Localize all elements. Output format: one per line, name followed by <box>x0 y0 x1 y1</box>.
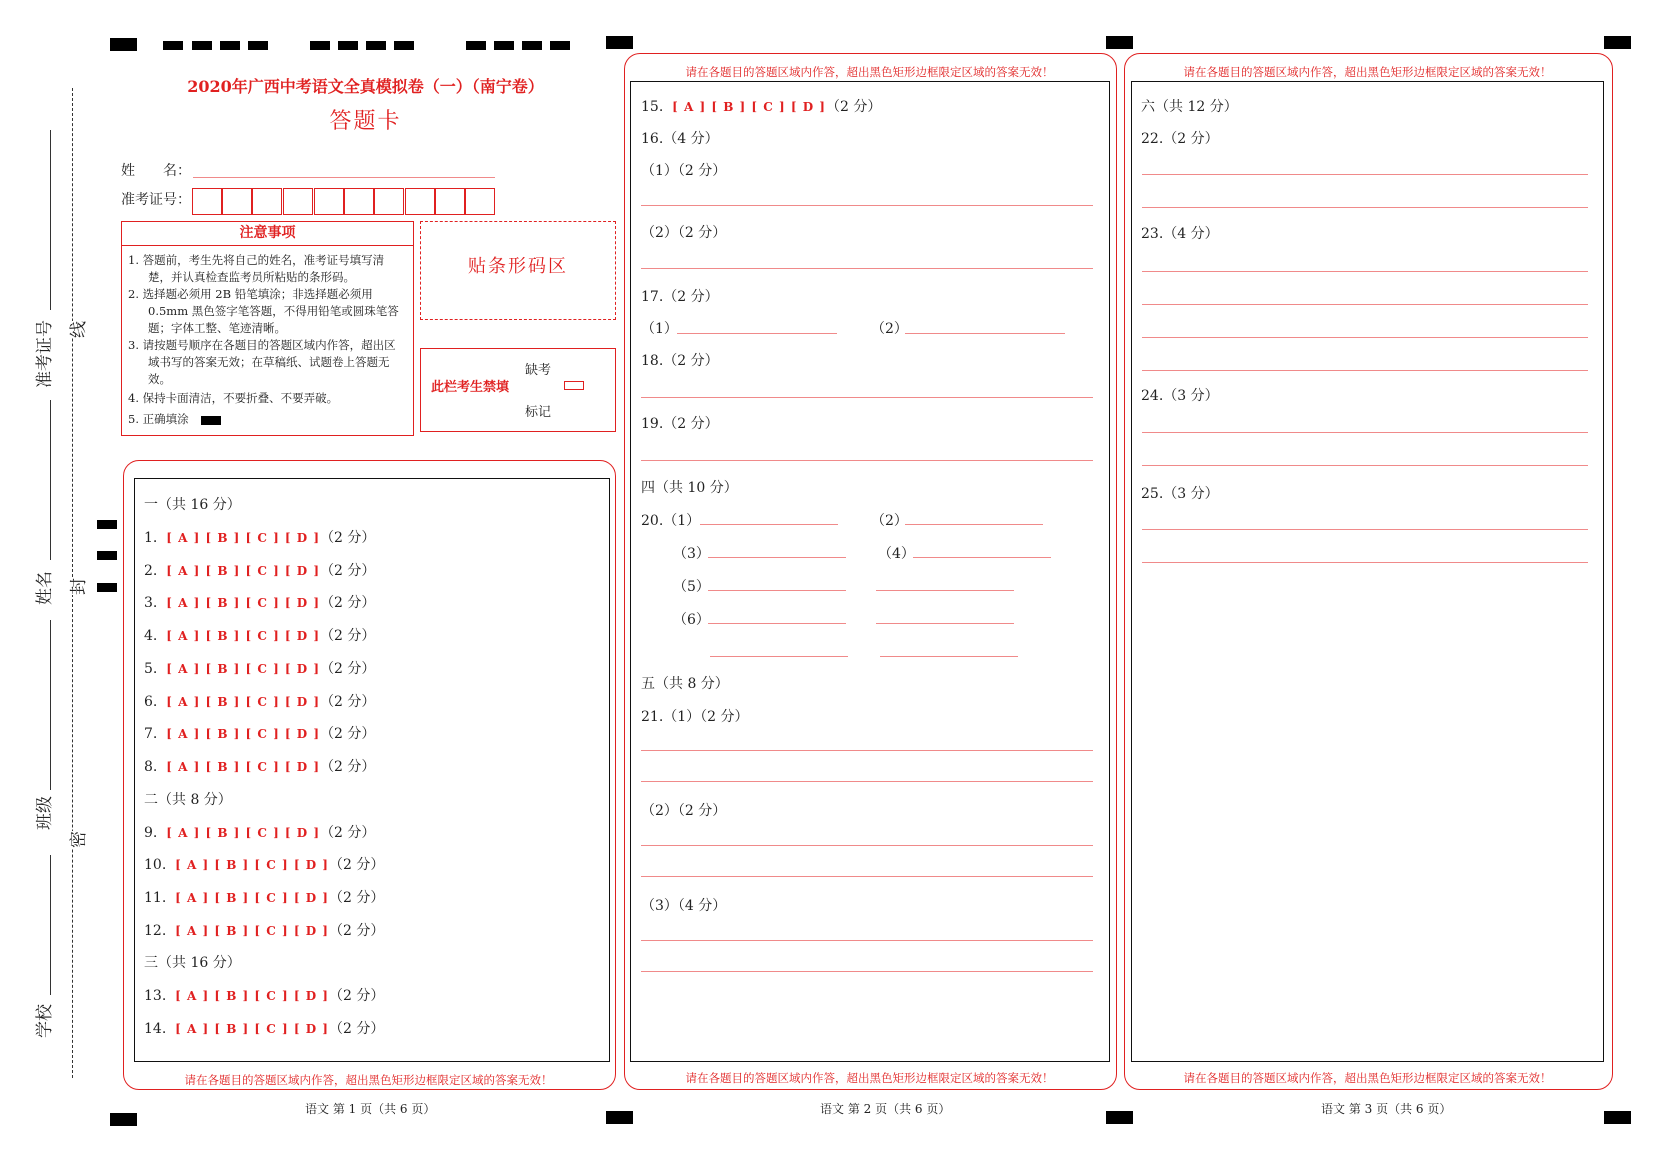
warning-text-2-bottom: 请在各题目的答题区域内作答，超出黑色矩形边框限定区域的答案无效！ <box>685 1071 1054 1085</box>
id-digit-box[interactable] <box>283 188 313 215</box>
note-item: 4. 保持卡面清洁，不要折叠、不要弄破。 <box>128 391 339 405</box>
question-20-6-label: （6） <box>673 612 710 628</box>
question-17-label: 17.（2 分） <box>641 289 719 305</box>
answer-options[interactable]: [ A ] [ B ] [ C ] [ D ] <box>166 760 321 774</box>
answer-line[interactable] <box>708 623 846 624</box>
registration-mark <box>1106 36 1133 49</box>
answer-line[interactable] <box>677 333 837 334</box>
absent-box <box>420 348 616 432</box>
question-number: 8. <box>144 759 158 775</box>
question-20-3-label: （3） <box>673 546 710 562</box>
question-number: 2. <box>144 563 158 579</box>
binding-name-label: 姓名 <box>35 571 55 605</box>
question-score: （2 分） <box>320 595 376 611</box>
answer-line[interactable] <box>913 557 1051 558</box>
id-digit-box[interactable] <box>374 188 404 215</box>
registration-mark <box>394 41 414 50</box>
binding-id-underline <box>50 130 51 310</box>
answer-line[interactable] <box>710 656 848 657</box>
registration-mark <box>366 41 386 50</box>
question-number: 5. <box>144 661 158 677</box>
mc-question-4 <box>144 625 375 645</box>
question-score: （2 分） <box>328 1021 385 1037</box>
question-number: 4. <box>144 628 158 644</box>
name-label: 姓 名： <box>121 163 191 179</box>
question-20-5-label: （5） <box>673 579 710 595</box>
registration-mark <box>522 41 542 50</box>
mc-question-6 <box>144 691 375 711</box>
registration-mark <box>1604 1111 1631 1124</box>
mc-question-3 <box>144 592 375 612</box>
answer-line[interactable] <box>1142 271 1588 272</box>
id-digit-box[interactable] <box>192 188 222 215</box>
registration-mark <box>110 1113 137 1126</box>
question-number: 14. <box>144 1021 167 1037</box>
question-number: 15. <box>641 99 664 115</box>
mc-question-15 <box>641 96 881 116</box>
registration-mark <box>606 1111 633 1124</box>
question-number: 10. <box>144 857 167 873</box>
page-footer-3: 语文 第 3 页（共 6 页） <box>1321 1102 1452 1116</box>
name-input[interactable] <box>193 162 495 178</box>
answer-line[interactable] <box>641 940 1093 941</box>
question-score: （2 分） <box>328 857 385 873</box>
question-number: 6. <box>144 694 158 710</box>
notes-box <box>121 221 414 436</box>
answer-options[interactable]: [ A ] [ B ] [ C ] [ D ] <box>175 1022 329 1036</box>
barcode-label: 贴条形码区 <box>468 256 568 277</box>
registration-mark <box>163 41 183 50</box>
registration-mark <box>550 41 570 50</box>
answer-line[interactable] <box>641 205 1093 206</box>
answer-options[interactable]: [ A ] [ B ] [ C ] [ D ] <box>175 858 329 872</box>
answer-options[interactable]: [ A ] [ B ] [ C ] [ D ] <box>166 531 321 545</box>
id-digit-box[interactable] <box>405 188 435 215</box>
answer-options[interactable]: [ A ] [ B ] [ C ] [ D ] <box>672 100 826 114</box>
filled-example-mark <box>201 416 221 425</box>
binding-school-underline <box>50 855 51 995</box>
answer-options[interactable]: [ A ] [ B ] [ C ] [ D ] <box>166 629 321 643</box>
answer-options[interactable]: [ A ] [ B ] [ C ] [ D ] <box>175 989 329 1003</box>
answer-line[interactable] <box>1142 207 1588 208</box>
registration-mark <box>192 41 212 50</box>
question-16-label: 16.（4 分） <box>641 131 719 147</box>
note-item: 1. 答题前，考生先将自己的姓名，准考证号填写清楚，并认真检查监考员所粘贴的条形码。 <box>128 253 385 284</box>
answer-line[interactable] <box>905 333 1065 334</box>
question-score: （2 分） <box>825 99 882 115</box>
question-score: （2 分） <box>320 759 376 775</box>
answer-options[interactable]: [ A ] [ B ] [ C ] [ D ] <box>175 891 329 905</box>
mc-question-7 <box>144 723 375 743</box>
question-22-label: 22.（2 分） <box>1141 131 1219 147</box>
answer-line[interactable] <box>880 656 1018 657</box>
question-21-1-label: 21.（1）（2 分） <box>641 709 749 725</box>
answer-line[interactable] <box>1142 529 1588 530</box>
answer-options[interactable]: [ A ] [ B ] [ C ] [ D ] <box>166 564 321 578</box>
question-number: 13. <box>144 988 167 1004</box>
warning-text-1: 请在各题目的答题区域内作答，超出黑色矩形边框限定区域的答案无效！ <box>184 1073 553 1087</box>
question-17-1-label: （1） <box>641 321 678 337</box>
binding-line-label: 线 <box>64 321 89 338</box>
section-heading-6: 六（共 12 分） <box>1141 99 1238 115</box>
notes-title: 注意事项 <box>122 222 413 246</box>
binding-school-label: 学校 <box>35 1004 55 1038</box>
warning-text-2-top: 请在各题目的答题区域内作答，超出黑色矩形边框限定区域的答案无效！ <box>685 65 1054 79</box>
question-18-label: 18.（2 分） <box>641 353 719 369</box>
answer-line[interactable] <box>641 750 1093 751</box>
mc-question-1 <box>144 527 375 547</box>
answer-line[interactable] <box>641 876 1093 877</box>
answer-line[interactable] <box>1142 562 1588 563</box>
registration-mark <box>110 38 137 51</box>
id-digit-box[interactable] <box>222 188 252 215</box>
registration-mark <box>466 41 486 50</box>
mc-question-14 <box>144 1018 384 1038</box>
answer-options[interactable]: [ A ] [ B ] [ C ] [ D ] <box>166 727 321 741</box>
absent-mark-box[interactable] <box>564 381 584 390</box>
question-number: 11. <box>144 890 167 906</box>
answer-line[interactable] <box>1142 174 1588 175</box>
question-20-1-label: 20.（1） <box>641 513 701 529</box>
mc-question-9 <box>144 822 375 842</box>
answer-line[interactable] <box>1142 304 1588 305</box>
answer-line[interactable] <box>708 590 846 591</box>
registration-mark <box>220 41 240 50</box>
note-item: 5. 正确填涂 <box>128 412 189 426</box>
question-score: （2 分） <box>320 825 376 841</box>
question-score: （2 分） <box>328 890 385 906</box>
question-score: （2 分） <box>320 694 376 710</box>
section-heading-2: 二（共 8 分） <box>144 792 232 808</box>
question-score: （2 分） <box>320 628 376 644</box>
answer-line[interactable] <box>1142 465 1588 466</box>
question-24-label: 24.（3 分） <box>1141 388 1219 404</box>
binding-name-underline <box>50 400 51 560</box>
registration-mark <box>97 551 117 560</box>
question-20-2-label: （2） <box>871 513 908 529</box>
question-score: （2 分） <box>320 530 376 546</box>
id-digit-box[interactable] <box>435 188 465 215</box>
id-digit-box[interactable] <box>252 188 282 215</box>
registration-mark <box>338 41 358 50</box>
answer-line[interactable] <box>641 268 1093 269</box>
absent-bottom-label: 标记 <box>525 405 552 420</box>
barcode-area <box>420 221 616 320</box>
mc-question-2 <box>144 560 375 580</box>
note-item: 3. 请按题号顺序在各题目的答题区域内作答，超出区域书写的答案无效；在草稿纸、试题卷上答题无效。 <box>128 338 396 386</box>
answer-line[interactable] <box>708 557 846 558</box>
answer-options[interactable]: [ A ] [ B ] [ C ] [ D ] <box>166 596 321 610</box>
warning-text-3-top: 请在各题目的答题区域内作答，超出黑色矩形边框限定区域的答案无效！ <box>1183 65 1552 79</box>
question-score: （2 分） <box>328 988 385 1004</box>
mc-question-10 <box>144 854 384 874</box>
section-heading-1: 一（共 16 分） <box>144 497 241 513</box>
answer-line[interactable] <box>876 590 1014 591</box>
id-digit-box[interactable] <box>344 188 374 215</box>
answer-line[interactable] <box>905 524 1043 525</box>
binding-id-label: 准考证号 <box>35 320 55 388</box>
answer-line[interactable] <box>1142 337 1588 338</box>
question-17-2-label: （2） <box>871 321 908 337</box>
registration-mark <box>494 41 514 50</box>
mc-question-11 <box>144 887 384 907</box>
id-label: 准考证号： <box>121 192 191 208</box>
mc-question-13 <box>144 985 384 1005</box>
question-25-label: 25.（3 分） <box>1141 486 1219 502</box>
mc-question-12 <box>144 920 384 940</box>
binding-class-label: 班级 <box>35 796 55 830</box>
exam-title: 2020年广西中考语文全真模拟卷（一）（南宁卷） <box>187 77 544 96</box>
question-number: 9. <box>144 825 158 841</box>
question-score: （2 分） <box>320 563 376 579</box>
answer-options[interactable]: [ A ] [ B ] [ C ] [ D ] <box>166 662 321 676</box>
registration-mark <box>97 583 117 592</box>
binding-seal-label: 封 <box>64 578 89 595</box>
question-21-3-label: （3）（4 分） <box>641 898 727 914</box>
question-number: 12. <box>144 923 167 939</box>
binding-secret-label: 密 <box>64 831 89 848</box>
question-23-label: 23.（4 分） <box>1141 226 1219 242</box>
id-digit-box[interactable] <box>465 188 495 215</box>
question-16-2-label: （2）（2 分） <box>641 225 727 241</box>
answer-line[interactable] <box>641 971 1093 972</box>
question-number: 3. <box>144 595 158 611</box>
id-digit-box[interactable] <box>314 188 344 215</box>
question-number: 7. <box>144 726 158 742</box>
page-footer-1: 语文 第 1 页（共 6 页） <box>305 1102 436 1116</box>
answer-line[interactable] <box>641 845 1093 846</box>
section-heading-4: 四（共 10 分） <box>641 480 738 496</box>
answer-line[interactable] <box>641 397 1093 398</box>
absent-forbidden-label: 此栏考生禁填 <box>431 380 510 395</box>
question-21-2-label: （2）（2 分） <box>641 803 727 819</box>
answer-options[interactable]: [ A ] [ B ] [ C ] [ D ] <box>166 826 321 840</box>
section-heading-5: 五（共 8 分） <box>641 676 729 692</box>
page-footer-2: 语文 第 2 页（共 6 页） <box>820 1102 951 1116</box>
absent-top-label: 缺考 <box>525 363 552 378</box>
registration-mark <box>1106 1111 1133 1124</box>
registration-mark <box>1604 36 1631 49</box>
answer-line[interactable] <box>641 460 1093 461</box>
question-19-label: 19.（2 分） <box>641 416 719 432</box>
section-heading-3: 三（共 16 分） <box>144 955 241 971</box>
mc-question-8 <box>144 756 375 776</box>
answer-options[interactable]: [ A ] [ B ] [ C ] [ D ] <box>166 695 321 709</box>
question-score: （2 分） <box>320 726 376 742</box>
question-score: （2 分） <box>320 661 376 677</box>
answer-line[interactable] <box>1142 432 1588 433</box>
question-20-4-label: （4） <box>878 546 915 562</box>
answer-sheet-title: 答题卡 <box>329 109 402 134</box>
answer-options[interactable]: [ A ] [ B ] [ C ] [ D ] <box>175 924 329 938</box>
registration-mark <box>248 41 268 50</box>
answer-line[interactable] <box>641 781 1093 782</box>
mc-question-5 <box>144 658 375 678</box>
warning-text-3-bottom: 请在各题目的答题区域内作答，超出黑色矩形边框限定区域的答案无效！ <box>1183 1071 1552 1085</box>
question-16-1-label: （1）（2 分） <box>641 163 727 179</box>
answer-line[interactable] <box>700 524 838 525</box>
registration-mark <box>97 520 117 529</box>
answer-line[interactable] <box>1142 370 1588 371</box>
registration-mark <box>606 36 633 49</box>
question-score: （2 分） <box>328 923 385 939</box>
registration-mark <box>310 41 330 50</box>
answer-line[interactable] <box>876 623 1014 624</box>
note-item: 2. 选择题必须用 2B 铅笔填涂；非选择题必须用 0.5mm 黑色签字笔答题，不得用铅笔或圆珠笔答题；字体工整、笔迹清晰。 <box>128 287 399 335</box>
question-number: 1. <box>144 530 158 546</box>
binding-class-underline <box>50 620 51 790</box>
